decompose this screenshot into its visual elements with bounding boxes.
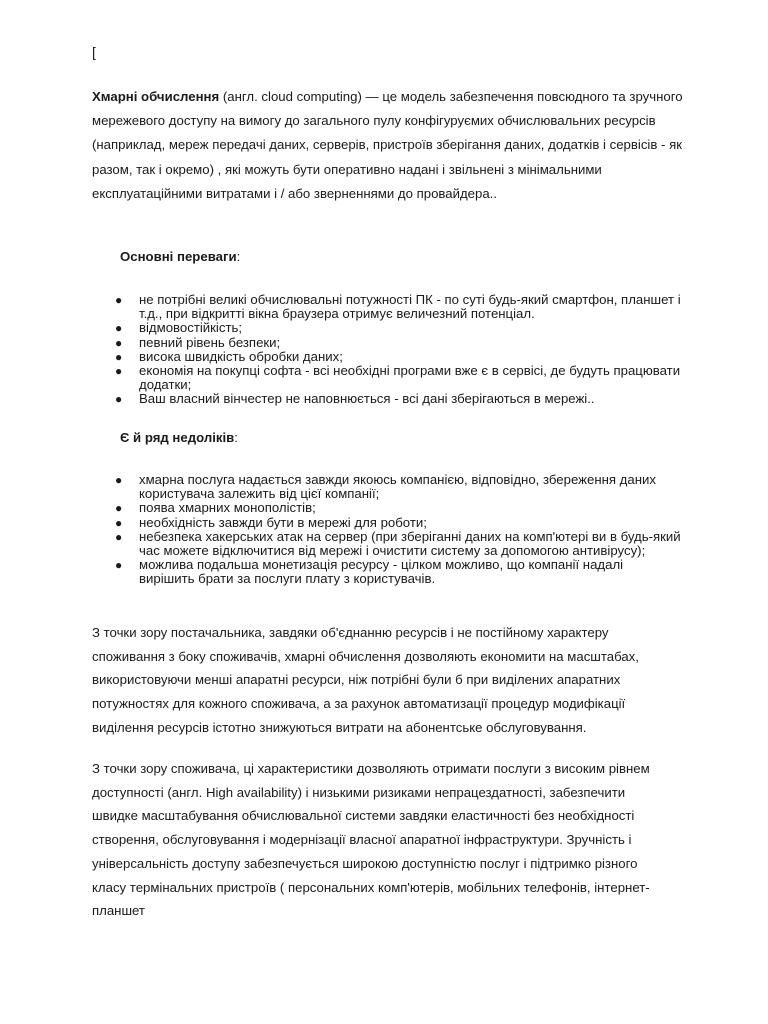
list-item: [112, 558, 682, 586]
list-item-text: небезпека хакерських атак на сервер (при зберіганні даних на комп'ютері ви в будь-який час можете відключитися від мережі і очистити систему за допомогою антивірусу);: [139, 528, 681, 559]
list-item-text: відмовостійкість;: [139, 320, 243, 336]
list-item: [112, 516, 682, 530]
bullet-icon: ●: [115, 558, 123, 573]
advantages-heading-colon: :: [236, 249, 241, 264]
bullet-icon: ●: [115, 293, 123, 307]
advantages-list: [112, 293, 682, 407]
disadvantages-heading: [120, 430, 238, 445]
advantages-heading: [120, 249, 240, 264]
list-item: [112, 293, 682, 321]
list-item: [112, 473, 682, 501]
list-item: [112, 350, 682, 364]
intro-text: (англ. cloud computing) — це модель забезпечення повсюдного та зручного мережевого доступу на вимогу до загального пулу конфігуруємих обчислювальних ресурсів (наприклад, мереж передачі даних, серверів, пристроїв зберігання даних, додатків і сервісів - як разом, так і окремо) , які можуть бути оперативно надані і звільнені з мінімальними експлуатаційними витратами і / або зверненнями до провайдера..: [92, 89, 683, 201]
bullet-icon: ●: [115, 515, 123, 530]
bullet-icon: ●: [115, 335, 123, 350]
list-item-text: певний рівень безпеки;: [139, 334, 281, 350]
list-item-text: необхідність завжди бути в мережі для роботи;: [139, 514, 427, 530]
list-item: [112, 392, 682, 406]
list-item: [112, 364, 682, 392]
list-item: [112, 336, 682, 350]
advantages-heading-text: Основні переваги: [120, 249, 237, 264]
intro-paragraph: [92, 85, 692, 206]
list-item: [112, 321, 682, 335]
bullet-icon: ●: [115, 321, 123, 336]
list-item-text: поява хмарних монополістів;: [139, 500, 316, 516]
disadvantages-list: [112, 473, 682, 587]
list-item-text: можлива подальша монетизація ресурсу - цілком можливо, що компанії надалі вирішить брати за послуги плату з користувачів.: [139, 557, 624, 587]
bullet-icon: ●: [115, 473, 123, 487]
provider-perspective-paragraph: З точки зору постачальника, завдяки об'єднанню ресурсів і не постійному характеру споживання з боку споживачів, хмарні обчислення дозволяють економити на масштабах, використовуючи менші апаратні ресурси, ніж потрібні були б при виділених апаратних потужностях для кожного споживача, а за рахунок автоматизації процедур модифікації виділення ресурсів істотно знижуються витрати на абонентське обслуговування.: [92, 625, 639, 735]
consumer-perspective-paragraph: З точки зору споживача, ці характеристики дозволяють отримати послуги з високим рівнем доступності (англ. High availability) і низькими ризиками непрацездатності, забезпечити швидке масштабування обчислювальної системи завдяки еластичності без необхідності створення, обслуговування і модернізації власної апаратної інфраструктури. Зручність і універсальність доступу забезпечується широкою доступністю послуг і підтримко різного класу термінальних пристроїв ( персональних комп'ютерів, мобільних телефонів, інтернет-планшет: [92, 761, 650, 919]
list-item-text: висока швидкість обробки даних;: [139, 348, 343, 364]
list-item-text: Ваш власний вінчестер не наповнюється - всі дані зберігаються в мережі..: [139, 391, 595, 407]
intro-term: Хмарні обчислення: [92, 89, 220, 104]
stray-bracket: [: [92, 44, 96, 60]
list-item: [112, 501, 682, 515]
list-item-text: хмарна послуга надається завжди якоюсь компанією, відповідно, збереження даних користувача залежить від цієї компанії;: [139, 472, 656, 502]
list-item-text: економія на покупці софта - всі необхідні програми вже є в сервісі, де будуть працювати додатки;: [139, 363, 681, 393]
bullet-icon: ●: [115, 364, 123, 379]
bullet-icon: ●: [115, 501, 123, 516]
disadvantages-heading-text: Є й ряд недоліків: [120, 430, 235, 445]
list-item-text: не потрібні великі обчислювальні потужності ПК - по суті будь-який смартфон, планшет і т.д., при відкритті вікна браузера отримує величезний потенціал.: [139, 292, 681, 322]
bullet-icon: ●: [115, 349, 123, 364]
list-item: [112, 530, 682, 558]
bullet-icon: ●: [115, 392, 123, 407]
disadvantages-heading-colon: :: [234, 430, 238, 445]
bullet-icon: ●: [115, 529, 123, 544]
